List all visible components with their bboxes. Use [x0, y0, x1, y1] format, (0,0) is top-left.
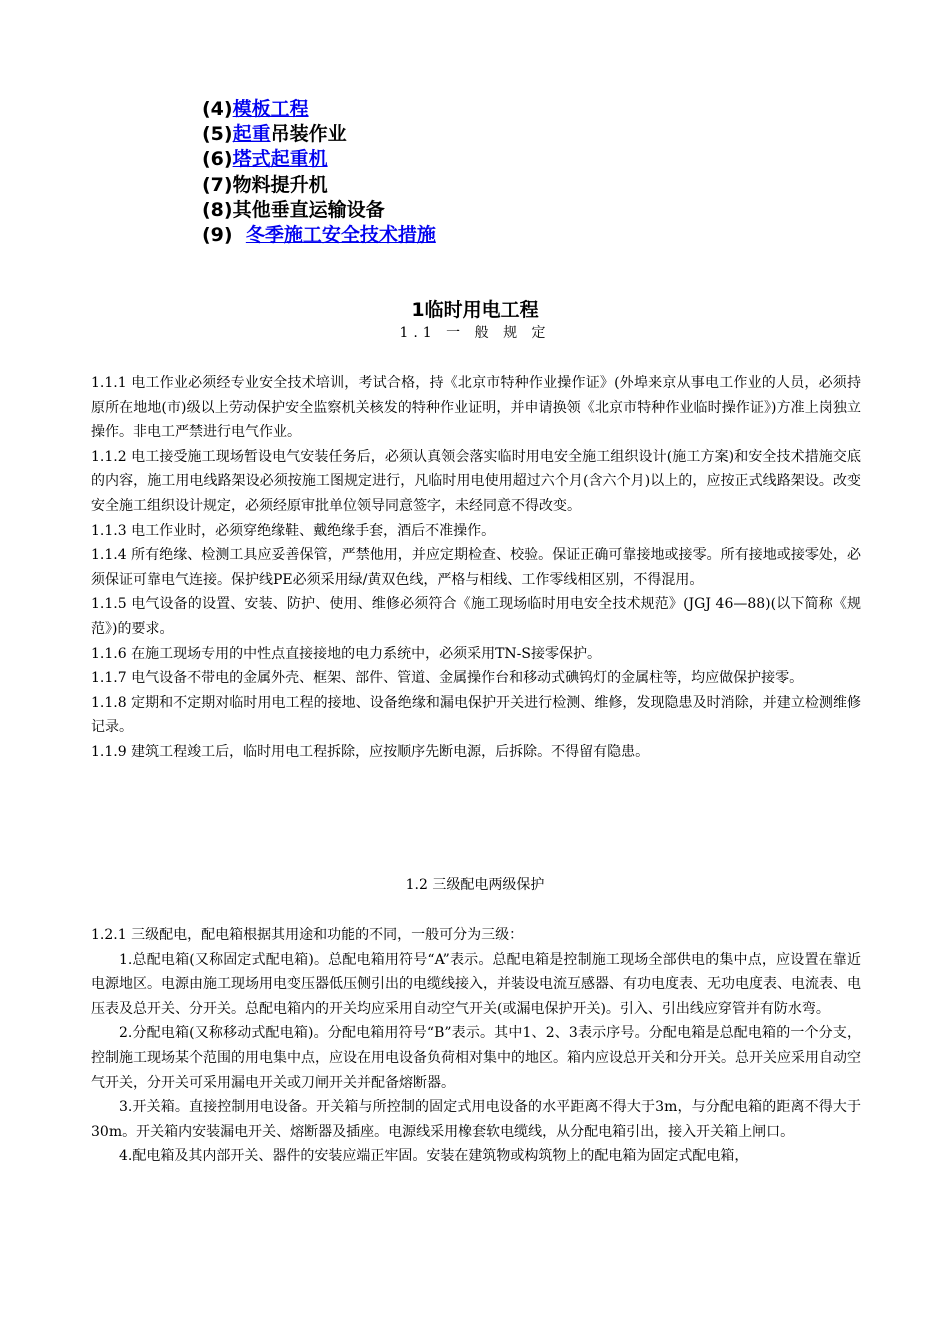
toc-text: 物料提升机 — [232, 173, 328, 196]
section-1-2-body — [91, 923, 861, 1169]
toc-number: (6) — [202, 148, 233, 171]
toc-item-8 — [202, 198, 802, 223]
item-installation: 4.配电箱及其内部开关、器件的安装应端正牢固。安装在建筑物或构筑物上的配电箱为固定式配电箱， — [119, 1148, 749, 1165]
document-title: 1临时用电工程 — [411, 299, 539, 321]
section-1-1-body — [91, 371, 861, 765]
toc-number: (5) — [202, 123, 233, 146]
clause-1-1-2: 1.1.2 电工接受施工现场暂设电气安装任务后，必须认真领会落实临时用电安全施工组织设计(施工方案)和安全技术措施交底的内容，施工用电线路架设必须按施工图规定进行，凡临时用电使用超过六个月(含六个月)以上的，应按正式线路架设。改变安全施工组织设计规定，必须经原审批单位领导同意签字，未经同意不得改变。 — [91, 448, 861, 514]
clause-1-1-9: 1.1.9 建筑工程竣工后，临时用电工程拆除，应按顺序先断电源，后拆除。不得留有隐患。 — [91, 743, 650, 760]
toc-item-7 — [202, 173, 802, 198]
section-heading-1-1: 1.1 一 般 规 定 — [399, 325, 551, 341]
clause-1-1-1: 1.1.1 电工作业必须经专业安全技术培训，考试合格，持《北京市特种作业操作证》(外埠来京从事电工作业的人员，必须持原所在地地(市)级以上劳动保护安全监察机关核发的特种作业证明，并申请换领《北京市特种作业临时操作证》)方准上岗独立操作。非电工严禁进行电气作业。 — [91, 375, 861, 441]
toc-link[interactable]: 塔式起重机 — [232, 148, 328, 171]
toc-link[interactable]: 冬季施工安全技术措施 — [245, 223, 436, 246]
item-general-box: 1.总配电箱(又称固定式配电箱)。总配电箱用符号“A”表示。总配电箱是控制施工现场全部供电的集中点，应设置在靠近电源地区。电源由施工现场用电变压器低压侧引出的电缆线接入，并装设电流互感器、有功电度表、无功电度表、电流表、电压表及总开关、分开关。总配电箱内的开关均应采用自动空气开关(或漏电保护开关)。引入、引出线应穿管并有防水弯。 — [91, 951, 861, 1017]
toc-item-6 — [202, 147, 802, 172]
clause-1-1-4: 1.1.4 所有绝缘、检测工具应妥善保管，严禁他用，并应定期检查、校验。保证正确可靠接地或接零。所有接地或接零处，必须保证可靠电气连接。保护线PE必须采用绿/黄双色线，严格与相线、工作零线相区别，不得混用。 — [91, 547, 861, 588]
toc-number: (4) — [202, 98, 233, 120]
clause-1-1-5: 1.1.5 电气设备的设置、安装、防护、使用、维修必须符合《施工现场临时用电安全技术规范》(JGJ 46—88)(以下简称《规范》)的要求。 — [91, 596, 861, 637]
clause-1-1-7: 1.1.7 电气设备不带电的金属外壳、框架、部件、管道、金属操作台和移动式碘钨灯的金属柱等，均应做保护接零。 — [91, 670, 804, 687]
item-switch-box: 3.开关箱。直接控制用电设备。开关箱与所控制的固定式用电设备的水平距离不得大于3m，与分配电箱的距离不得大于30m。开关箱内安装漏电开关、熔断器及插座。电源线采用橡套软电缆线，从分配电箱引出，接入开关箱上闸口。 — [91, 1099, 861, 1140]
clause-1-1-6: 1.1.6 在施工现场专用的中性点直接接地的电力系统中，必须采用TN-S接零保护。 — [91, 645, 601, 662]
toc-item-9 — [202, 223, 802, 248]
clause-1-1-8: 1.1.8 定期和不定期对临时用电工程的接地、设备绝缘和漏电保护开关进行检测、维修，发现隐患及时消除，并建立检测维修记录。 — [91, 694, 861, 736]
toc-link[interactable]: 模板工程 — [232, 98, 309, 120]
clause-1-2-1: 1.2.1 三级配电，配电箱根据其用途和功能的不同，一般可分为三级： — [91, 927, 524, 943]
toc-number: (9) — [202, 223, 246, 246]
toc-number: (7) — [202, 173, 233, 196]
toc-list — [202, 97, 802, 248]
toc-item-4 — [202, 97, 802, 122]
toc-text: 其他垂直运输设备 — [232, 198, 385, 221]
toc-number: (8) — [202, 198, 233, 221]
clause-1-1-3: 1.1.3 电工作业时，必须穿绝缘鞋、戴绝缘手套，酒后不准操作。 — [91, 522, 496, 539]
toc-text: 吊装作业 — [270, 123, 347, 146]
item-branch-box: 2.分配电箱(又称移动式配电箱)。分配电箱用符号“B”表示。其中1、2、3表示序号。分配电箱是总配电箱的一个分支，控制施工现场某个范围的用电集中点，应设在用电设备负荷相对集中的地区。箱内应设总开关和分开关。总开关应采用自动空气开关，分开关可采用漏电开关或刀闸开关并配备熔断器。 — [91, 1025, 861, 1091]
section-heading-1-2: 1.2 三级配电两级保护 — [405, 877, 545, 893]
toc-item-5 — [202, 122, 802, 147]
toc-link[interactable]: 起重 — [232, 123, 271, 146]
